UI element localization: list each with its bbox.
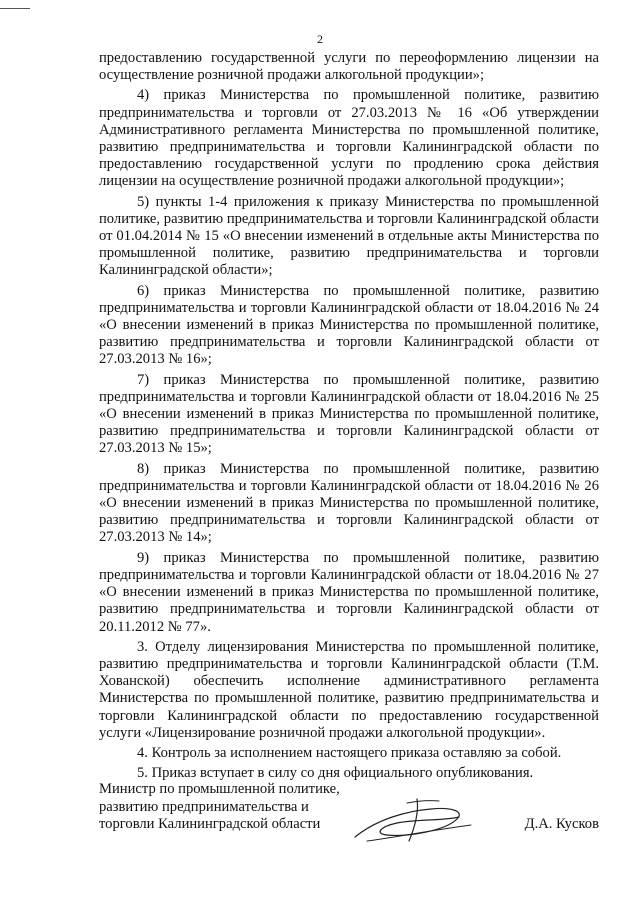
signatory-position-line: торговли Калининградской области <box>99 816 321 832</box>
paragraph-section-4: 4. Контроль за исполнением настоящего приказа оставляю за собой. <box>137 744 562 761</box>
paragraph-section-3: 3. Отделу лицензирования Министерства по промышленной политике, развитию предпринимательства и торговли Калининградской области (Т.М. Хованской) обеспечить исполнение административного регламента Министерства по промышленной политике, развитию предпринимательства и торговли Калининградской области по предоставлению государственной услуги «Лицензирование розничной продажи алкогольной продукции». <box>99 638 599 741</box>
paragraph-item-7: 7) приказ Министерства по промышленной политике, развитию предпринимательства и торговли Калининградской области от 18.04.2016 № 25 «О внесении изменений в приказ Министерства по промышленной политике, развитию предпринимательства и торговли Калининградской области от 27.03.2013 № 15»; <box>99 371 599 457</box>
signatory-position-line: развитию предпринимательства и <box>99 798 309 815</box>
paragraph-item-8: 8) приказ Министерства по промышленной политике, развитию предпринимательства и торговли Калининградской области от 18.04.2016 № 26 «О внесении изменений в приказ Министерства по промышленной политике, развитию предпринимательства и торговли Калининградской области от 27.03.2013 № 14»; <box>99 460 599 546</box>
paragraph-item-5: 5) пункты 1-4 приложения к приказу Министерства по промышленной политике, развитию предпринимательства и торговли Калининградской области от 01.04.2014 № 15 «О внесении изменений в отдельные акты Министерства по промышленной политике, развитию предпринимательства и торговли Калининградской области»; <box>99 193 599 279</box>
signatory-position-line: Министр по промышленной политике, <box>99 781 340 797</box>
paragraph-item-9: 9) приказ Министерства по промышленной политике, развитию предпринимательства и торговли Калининградской области от 18.04.2016 № 27 «О внесении изменений в приказ Министерства по промышленной политике, развитию предпринимательства и торговли Калининградской области от 20.11.2012 № 77». <box>99 549 599 635</box>
handwritten-signature <box>347 791 477 849</box>
paragraph-continuation: предоставлению государственной услуги по переоформлению лицензии на осуществление розничной продажи алкогольной продукции»; <box>99 50 599 84</box>
paragraph-section-5: 5. Приказ вступает в силу со дня официального опубликования. <box>137 765 534 782</box>
document-body <box>99 50 599 785</box>
paragraph-item-4: 4) приказ Министерства по промышленной политике, развитию предпринимательства и торговли от 27.03.2013 № 16 «Об утверждении Административного регламента Министерства по промышленной политике, развитию предпринимательства и торговли Калининградской области по предоставлению государственной услуги по продлению срока действия лицензии на осуществление розничной продажи алкогольной продукции»; <box>99 87 599 190</box>
signature-block <box>99 781 599 841</box>
corner-mark <box>0 8 30 9</box>
signatory-name: Д.А. Кусков <box>524 816 599 832</box>
paragraph-item-6: 6) приказ Министерства по промышленной политике, развитию предпринимательства и торговли Калининградской области от 18.04.2016 № 24 «О внесении изменений в приказ Министерства по промышленной политике, развитию предпринимательства и торговли Калининградской области от 27.03.2013 № 16»; <box>99 282 599 368</box>
page-number: 2 <box>317 32 323 46</box>
signatory-position <box>99 781 369 834</box>
